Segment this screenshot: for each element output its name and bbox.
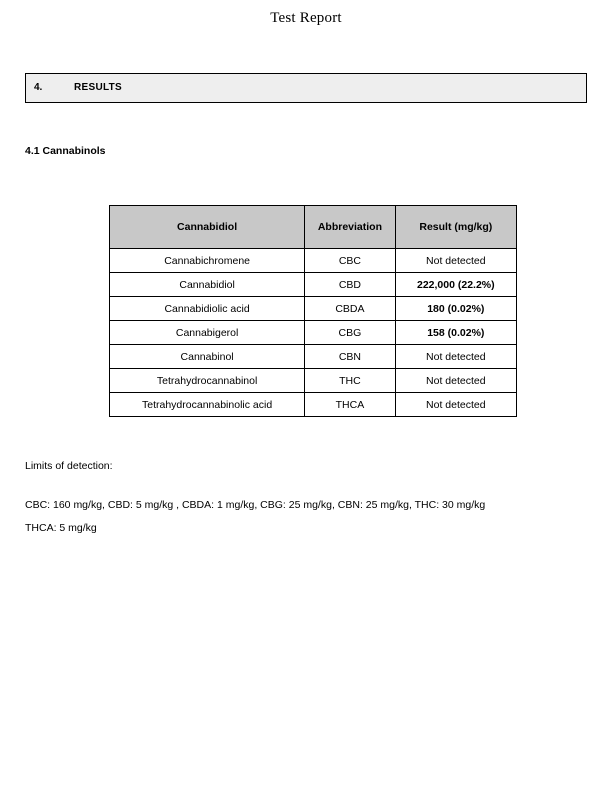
cell-compound: Tetrahydrocannabinolic acid	[110, 393, 305, 417]
cell-result: 180 (0.02%)	[395, 297, 516, 321]
cell-compound: Cannabidiolic acid	[110, 297, 305, 321]
subsection-title-cannabinols: 4.1 Cannabinols	[25, 145, 106, 157]
column-header-result: Result (mg/kg)	[395, 206, 516, 249]
table-header-row	[110, 206, 517, 249]
table-row	[110, 393, 517, 417]
cell-result: Not detected	[395, 393, 516, 417]
column-header-compound: Cannabidiol	[110, 206, 305, 249]
cell-abbreviation: CBD	[305, 273, 395, 297]
page-title: Test Report	[270, 10, 342, 26]
table-row	[110, 369, 517, 393]
cell-abbreviation: CBC	[305, 249, 395, 273]
cell-result: Not detected	[395, 249, 516, 273]
cell-abbreviation: THC	[305, 369, 395, 393]
cell-compound: Tetrahydrocannabinol	[110, 369, 305, 393]
cannabinoid-results-table	[109, 205, 517, 417]
cell-abbreviation: CBN	[305, 345, 395, 369]
column-header-abbreviation: Abbreviation	[305, 206, 395, 249]
cell-abbreviation: THCA	[305, 393, 395, 417]
table-row	[110, 273, 517, 297]
cell-abbreviation: CBG	[305, 321, 395, 345]
limits-of-detection-line-1: CBC: 160 mg/kg, CBD: 5 mg/kg , CBDA: 1 mg/kg, CBG: 25 mg/kg, CBN: 25 mg/kg, THC: 30 mg/kg	[25, 499, 486, 511]
limits-of-detection-label: Limits of detection:	[25, 460, 113, 472]
cell-compound: Cannabinol	[110, 345, 305, 369]
section-number: 4.	[34, 82, 43, 93]
table-row	[110, 297, 517, 321]
cell-result: Not detected	[395, 369, 516, 393]
cell-compound: Cannabigerol	[110, 321, 305, 345]
cell-compound: Cannabichromene	[110, 249, 305, 273]
section-label: RESULTS	[74, 82, 123, 93]
table-row	[110, 321, 517, 345]
cell-result: Not detected	[395, 345, 516, 369]
cell-abbreviation: CBDA	[305, 297, 395, 321]
cell-result: 158 (0.02%)	[395, 321, 516, 345]
section-header-results	[25, 73, 587, 103]
limits-of-detection-line-2: THCA: 5 mg/kg	[25, 522, 97, 534]
cell-result: 222,000 (22.2%)	[395, 273, 516, 297]
table-row	[110, 345, 517, 369]
cell-compound: Cannabidiol	[110, 273, 305, 297]
table-row	[110, 249, 517, 273]
report-page	[0, 10, 612, 808]
